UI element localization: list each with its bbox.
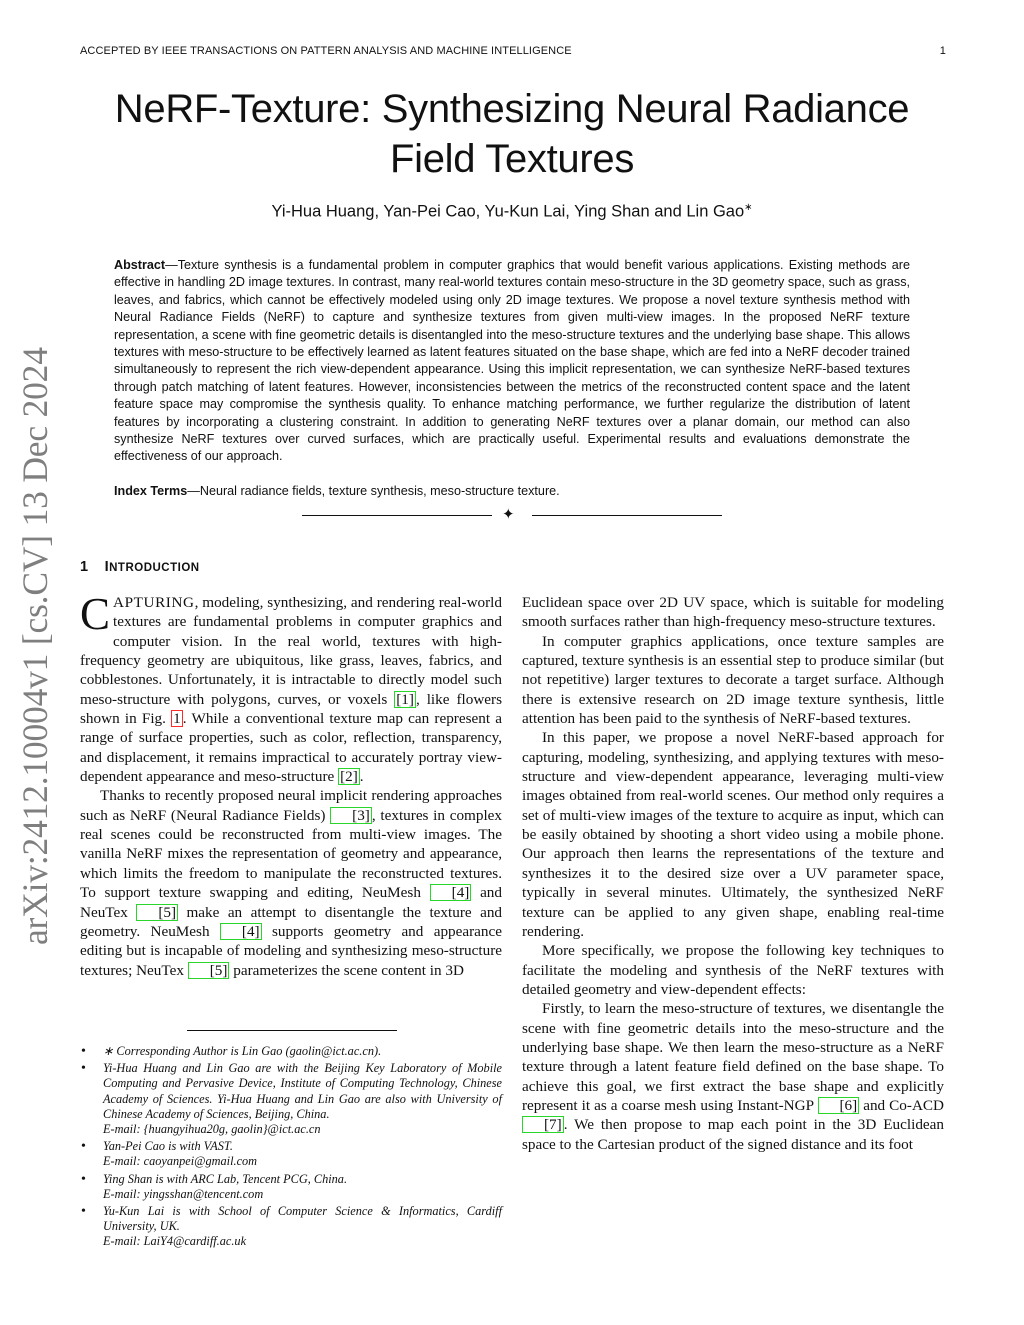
author-names: Yi-Hua Huang, Yan-Pei Cao, Yu-Kun Lai, Ying Shan and Lin Gao [271,202,745,221]
small-caps-lead: APTURING [113,594,195,611]
title-line-2: Field Textures [389,137,635,181]
arxiv-identifier[interactable]: arXiv:2412.10004v1 [cs.CV] 13 Dec 2024 [15,347,55,945]
right-column [522,593,944,1154]
text: , modeling, synthesizing, and rendering real-world textures are fundamental problems in computer graphics and computer vision. In the real world, textures with high-frequency geometry are ubiquitous, like grass, leaves, fabrics, and cobblestones. Unfortunately, it is intractable to directly model such meso-structure with polygons, curves, or voxels [80,594,502,708]
footnote-item [80,1044,502,1059]
footnote-text: Yu-Kun Lai is with School of Computer Science & Informatics, Cardiff University, UK. [103,1204,502,1234]
footnote-rule [187,1030,397,1031]
text: parameterizes the scene content in 3D [229,961,464,979]
running-header [80,45,946,57]
section-number: 1 [80,559,89,575]
left-column [80,589,503,980]
separator-diamond-icon: ✦ [502,507,515,523]
citation-link[interactable]: [1] [396,690,414,708]
citation-link[interactable]: [3] [330,807,372,824]
paragraph [80,786,502,979]
citation-link[interactable]: [4] [220,923,262,940]
paragraph: More specifically, we propose the following key techniques to facilitate the modeling and synthesis of the NeRF textures with detailed geometry and view-dependent effects: [522,942,944,998]
abstract-label: Abstract [114,258,166,272]
title-line-1: NeRF-Texture: Synthesizing Neural Radiance [114,87,910,131]
text: , textures in complex real scenes could be reconstructed from multi-view images. The vanilla NeRF mixes the representation of geometry and appearance, which limits the freedom to manipulate the reconstructed textures. To support texture swapping and editing, NeuMesh [80,806,503,902]
section-heading [80,559,200,575]
footnote-text: Ying Shan is with ARC Lab, Tencent PCG, China. [103,1171,348,1186]
figure-link[interactable]: 1 [173,710,181,728]
footnote-item [80,1139,502,1169]
section-title-rest: NTRODUCTION [109,562,200,574]
footnote-text: ∗ Corresponding Author is Lin Gao (gaolin@ict.ac.cn). [103,1044,382,1058]
text: Thanks to recently proposed neural implicit rendering approaches such as NeRF (Neural Radiance Fields) [80,787,502,824]
index-terms-label: Index Terms [114,484,188,498]
citation-link[interactable]: [5] [188,962,230,979]
footnote-item [80,1204,502,1250]
citation-link[interactable]: [2] [340,768,358,786]
text: . We then propose to map each point in the 3D Euclidean space to the Cartesian product of the signed distance and its foot [522,1116,944,1153]
paragraph [522,999,944,1154]
text: and Co-ACD [859,1096,945,1114]
citation-link[interactable]: [4] [430,884,472,901]
text: supports geometry and appearance editing but is incapable of modeling and synthesizing meso-structure textures; NeuTex [80,922,502,979]
citation-link[interactable]: [6] [818,1097,860,1114]
paragraph: In this paper, we propose a novel NeRF-based approach for capturing, modeling, synthesizing, and applying textures with meso-structure and view-dependent appearance, leveraging multi-view images obtained from real-world scenes. Our method only requires a set of multi-view images of the texture to acquire as input, which can be easily obtained by shooting a short video using a mobile phone. Our approach then learns the representations of the texture and synthesizes it to the desired size over a UV parameter space, typically in several minutes. Ultimately, the synthesized NeRF texture can be applied to any given shape, enabling real-time rendering. [522,729,944,940]
footnote-email: E-mail: caoyanpei@gmail.com [103,1154,258,1169]
citation-link[interactable]: [5] [136,904,178,921]
footnote-email: E-mail: LaiY4@cardiff.ac.uk [103,1234,247,1249]
corresponding-mark: ∗ [744,202,753,213]
text: . [359,768,364,786]
footnote-email: E-mail: yingsshan@tencent.com [103,1186,264,1201]
citation-link[interactable]: [7] [522,1116,564,1133]
abstract [114,257,910,466]
footnote-item [80,1061,502,1137]
text: and NeuTex [80,884,502,921]
footnote-item [80,1172,502,1202]
page-number: 1 [939,45,946,57]
separator-rule-left [302,515,492,516]
paper-title [80,84,944,184]
section-title-initial: I [104,559,110,575]
text: Firstly, to learn the meso-structure of textures, we disentangle the scene with fine geometric details into the meso-structure and the underlying base shape. We then learn the meso-structure as a NeRF texture through a latent feature field defined on the base shape. To achieve this goal, we first extract the base shape and explicitly represent it as a coarse mesh using Instant-NGP [522,1000,944,1114]
footnote-text: Yi-Hua Huang and Lin Gao are with the Beijing Key Laboratory of Mobile Computing and Pervasive Device, Institute of Computing Technology, Chinese Academy of Sciences. Yi-Hua Huang and Lin Gao are also with University of Chinese Academy of Sciences, Beijing, China. [103,1061,502,1121]
journal-name: ACCEPTED BY IEEE TRANSACTIONS ON PATTERN ANALYSIS AND MACHINE INTELLIGENCE [80,45,572,57]
drop-cap: C [80,589,111,639]
paragraph: In computer graphics applications, once texture samples are captured, texture synthesis is an essential step to produce similar (but not repetitive) larger textures to decorate a target surface. Although there is extensive research on 2D image texture synthesis, little attention has been paid to the synthesis of NeRF-based textures. [522,632,944,728]
footnotes [80,1044,502,1252]
text: . While a conventional texture map can represent a range of surface properties, such as color, reflection, transparency, and displacement, it remains impractical to accurately portray view-dependent appearance and meso-structure [80,710,502,786]
author-list [80,202,944,222]
paragraph [80,589,502,786]
index-terms-text: —Neural radiance fields, texture synthesis, meso-structure texture. [187,484,560,498]
text: , like flowers shown in Fig. [80,690,502,728]
text: make an attempt to disentangle the texture and geometry. NeuMesh [80,903,503,940]
separator-rule-right [532,515,722,516]
index-terms [114,483,910,500]
footnote-email: E-mail: {huangyihua20g, gaolin}@ict.ac.cn [103,1122,321,1137]
paragraph: Euclidean space over 2D UV space, which is suitable for modeling smooth surfaces rather than high-frequency meso-structure textures. [522,594,944,631]
abstract-text: —Texture synthesis is a fundamental problem in computer graphics that would benefit various applications. Existing methods are effective in handling 2D image textures. In contrast, many real-world textures contain meso-structure in the 3D geometry space, such as grass, leaves, and fabrics, which cannot be effectively modeled using only 2D image textures. We propose a novel texture synthesis method with Neural Radiance Fields (NeRF) to capture and synthesize textures from given multi-view images. In the proposed NeRF texture representation, a scene with fine geometric details is disentangled into the meso-structure textures and the underlying base shape. This allows textures with meso-structure to be effectively learned as latent features situated on the base shape, which are fed into a NeRF decoder trained simultaneously to represent the rich view-dependent appearance. Using this implicit representation, we can synthesize NeRF-based textures through patch matching of latent features. However, inconsistencies between the metrics of the reconstructed content space and the latent feature space may compromise the synthesis quality. To enhance matching performance, we further regularize the distribution of latent features by incorporating a clustering constraint. In addition to generating NeRF textures over a planar domain, our method can also synthesize NeRF textures over curved surfaces, which are practically useful. Experimental results and evaluations demonstrate the effectiveness of our approach. [114,258,910,464]
footnote-text: Yan-Pei Cao is with VAST. [103,1139,233,1154]
